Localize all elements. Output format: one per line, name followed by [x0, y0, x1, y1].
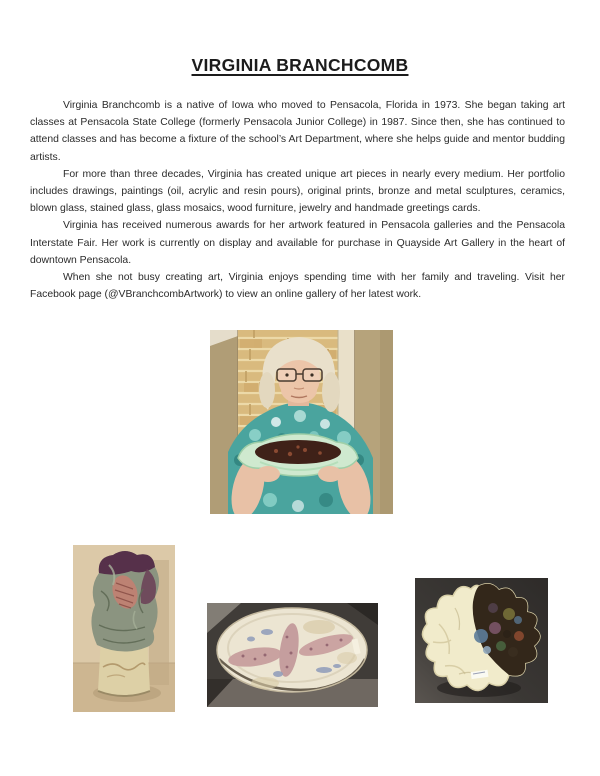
- bowl-illustration: [415, 578, 548, 703]
- vase-photo: [73, 545, 175, 712]
- bowl-photo: [415, 578, 548, 703]
- paragraph-portfolio: For more than three decades, Virginia has created unique art pieces in nearly every medium. Her portfolio includes drawings, paintings (oil, acrylic and resin pours), original prints, bronze and metal sculptures, ceramics, blown glass, stained glass, glass mosaics, wood furniture, jewelry and handmade greetings cards.: [30, 168, 565, 215]
- paragraph-origins: Virginia Branchcomb is a native of Iowa who moved to Pensacola, Florida in 1973. She began taking art classes at Pensacola State College (formerly Pensacola Junior College) in 1987. Since then, she has continued to attend classes and has become a fixture of the school’s Art Department, where she helps guide and mentor budding artists.: [30, 100, 565, 163]
- portrait-illustration: [210, 330, 393, 514]
- platter-photo: [207, 603, 378, 707]
- paragraph-facebook: When she not busy creating art, Virginia enjoys spending time with her family and traveling. Visit her Facebook page (@VBranchcombArtwork) to view an online gallery of her latest work.: [30, 272, 565, 301]
- bio-text: [30, 97, 565, 303]
- paragraph-awards: Virginia has received numerous awards for her artwork featured in Pensacola galleries and the Pensacola Interstate Fair. Her work is currently on display and available for purchase in Quayside Art Gallery in the heart of downtown Pensacola.: [30, 220, 565, 266]
- portrait-photo: [210, 330, 393, 514]
- vase-illustration: [73, 545, 175, 712]
- platter-illustration: [207, 603, 378, 707]
- page-title: VIRGINIA BRANCHCOMB: [191, 55, 409, 75]
